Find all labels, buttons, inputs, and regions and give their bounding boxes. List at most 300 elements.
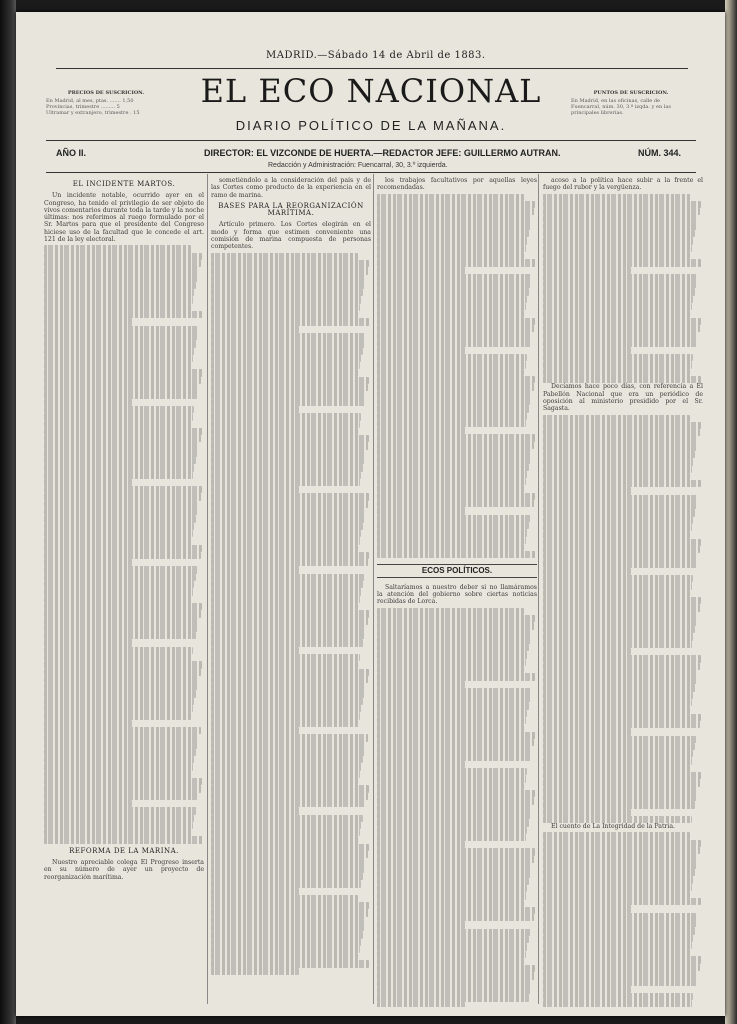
- text-line: [543, 663, 700, 670]
- text-line: [211, 946, 360, 953]
- text-line: [377, 608, 524, 615]
- text-line: [377, 848, 535, 855]
- dateline: MADRID.—Sábado 14 de Abril de 1883.: [266, 50, 486, 61]
- text-line: [543, 884, 692, 891]
- text-line: [211, 785, 369, 792]
- text-line: [543, 869, 695, 876]
- text-line: [44, 318, 132, 325]
- text-line: [543, 539, 701, 546]
- text-line: [543, 956, 701, 963]
- text-line: [44, 763, 193, 770]
- text-line: [44, 676, 199, 683]
- text-line: [211, 479, 360, 486]
- text-line: [44, 340, 196, 347]
- text-line: [377, 485, 524, 492]
- text-line: [44, 647, 193, 654]
- text-line: [377, 936, 529, 943]
- text-line: [543, 626, 695, 633]
- text-line: [211, 924, 365, 931]
- text-line: [44, 311, 202, 318]
- text-line: [377, 987, 531, 994]
- text-line: [543, 655, 701, 662]
- text-line: [377, 797, 534, 804]
- text-line: [543, 949, 690, 956]
- text-line: [377, 878, 529, 885]
- text-line: [543, 354, 693, 361]
- text-line: [44, 523, 194, 530]
- text-line: [44, 464, 194, 471]
- text-line: [377, 615, 535, 622]
- text-line: [44, 282, 196, 289]
- text-line: [543, 816, 692, 823]
- text-line: [543, 876, 693, 883]
- text-line: [44, 727, 201, 734]
- text-line: [211, 391, 366, 398]
- text-line: [211, 647, 299, 654]
- text-line: [377, 413, 527, 420]
- text-line: [44, 391, 198, 398]
- text-line: [377, 507, 465, 514]
- text-line: [44, 479, 132, 486]
- text-line: [377, 332, 532, 339]
- text-line: [211, 844, 369, 851]
- text-line: [44, 515, 196, 522]
- text-line: [211, 676, 368, 683]
- text-line: [211, 260, 369, 267]
- text-line: [377, 464, 529, 471]
- text-line: [211, 712, 360, 719]
- text-line: [543, 809, 631, 816]
- text-line: [543, 303, 692, 310]
- text-line: [543, 502, 697, 509]
- text-line: [211, 304, 360, 311]
- article-body-text: [543, 415, 703, 824]
- text-line: [211, 428, 358, 435]
- text-line: [211, 348, 363, 355]
- text-line: [543, 787, 698, 794]
- text-line: [377, 841, 465, 848]
- text-line: [211, 340, 365, 347]
- text-line: [377, 695, 531, 702]
- text-line: [377, 783, 524, 790]
- text-line: [44, 355, 193, 362]
- text-line: [211, 501, 368, 508]
- text-line: [211, 858, 366, 865]
- text-line: [543, 553, 698, 560]
- text-line: [377, 972, 534, 979]
- director-line: DIRECTOR: EL VIZCONDE DE HUERTA.—REDACTOR JEFE: GUILLERMO AUTRAN.: [204, 148, 561, 158]
- text-line: [543, 575, 693, 582]
- text-line: [44, 720, 132, 727]
- text-line: [543, 670, 698, 677]
- article-paragraph: Artículo primero. Los Cortes elegirán en el modo y forma que estimen conveniente una comisión de marina compuesta de personas competentes.: [211, 221, 371, 251]
- text-line: [44, 734, 199, 741]
- text-line: [543, 721, 700, 728]
- text-line: [44, 574, 196, 581]
- text-line: [44, 669, 201, 676]
- text-line: [543, 794, 697, 801]
- text-line: [543, 223, 697, 230]
- text-line: [377, 1002, 465, 1007]
- text-line: [211, 523, 363, 530]
- text-line: [543, 677, 697, 684]
- text-line: [543, 436, 698, 443]
- text-line: [377, 325, 534, 332]
- text-line: [377, 768, 527, 775]
- text-line: [377, 951, 526, 958]
- text-line: [377, 537, 526, 544]
- text-line: [44, 822, 193, 829]
- text-line: [211, 639, 363, 646]
- text-line: [44, 384, 199, 391]
- text-line: [377, 274, 532, 281]
- text-line: [377, 310, 524, 317]
- column-rule: [538, 174, 539, 1004]
- text-line: [377, 223, 531, 230]
- article-paragraph: sometiéndolo a la consideración del país y de las Cortes como producto de la experiencia en el ramo de marina.: [211, 177, 371, 199]
- text-line: [211, 435, 369, 442]
- text-line: [377, 819, 529, 826]
- text-line: [543, 964, 700, 971]
- text-line: [211, 581, 363, 588]
- text-line: [211, 457, 365, 464]
- text-line: [211, 318, 369, 325]
- text-line: [543, 847, 700, 854]
- text-line: [211, 902, 369, 909]
- text-line: [377, 622, 534, 629]
- text-line: [211, 267, 368, 274]
- text-line: [211, 727, 299, 734]
- text-line: [44, 815, 194, 822]
- text-line: [377, 790, 535, 797]
- text-line: [543, 699, 692, 706]
- article-paragraph: los trabajos facultativos por aquellas leyes recomendadas.: [377, 177, 537, 192]
- text-line: [543, 840, 701, 847]
- text-line: [543, 913, 698, 920]
- text-line: [211, 311, 358, 318]
- text-line: [211, 442, 368, 449]
- text-line: [211, 632, 365, 639]
- text-line: [44, 596, 191, 603]
- column-4: [543, 177, 703, 1007]
- text-line: [211, 939, 361, 946]
- text-line: [543, 259, 701, 266]
- text-line: [543, 743, 695, 750]
- text-line: [543, 898, 701, 905]
- text-line: [211, 771, 360, 778]
- text-line: [543, 582, 692, 589]
- text-line: [377, 775, 526, 782]
- text-line: [44, 493, 201, 500]
- text-line: [377, 812, 531, 819]
- text-line: [543, 267, 631, 274]
- text-line: [377, 361, 526, 368]
- text-line: [377, 449, 532, 456]
- text-line: [211, 931, 363, 938]
- text-line: [377, 391, 532, 398]
- text-line: [44, 348, 194, 355]
- text-line: [377, 215, 532, 222]
- text-line: [377, 252, 524, 259]
- text-line: [44, 457, 196, 464]
- text-line: [211, 596, 360, 603]
- text-line: [543, 237, 693, 244]
- text-line: [543, 473, 690, 480]
- text-line: [44, 705, 193, 712]
- text-line: [211, 880, 361, 887]
- text-line: [377, 754, 531, 761]
- text-line: [211, 866, 365, 873]
- text-line: [543, 590, 690, 597]
- text-line: [44, 566, 198, 573]
- text-line: [377, 267, 465, 274]
- text-line: [211, 253, 358, 260]
- text-line: [377, 805, 532, 812]
- text-line: [211, 909, 368, 916]
- text-line: [543, 466, 692, 473]
- text-line: [377, 259, 535, 266]
- text-line: [543, 568, 631, 575]
- section-heading: ECOS POLÍTICOS.: [377, 564, 537, 577]
- text-line: [543, 935, 693, 942]
- text-line: [377, 471, 527, 478]
- text-line: [543, 891, 690, 898]
- text-line: [44, 603, 202, 610]
- text-line: [44, 442, 199, 449]
- text-line: [44, 545, 202, 552]
- text-line: [377, 710, 527, 717]
- text-line: [377, 354, 527, 361]
- text-line: [44, 253, 202, 260]
- text-line: [44, 289, 194, 296]
- text-line: [543, 560, 697, 567]
- text-line: [377, 369, 524, 376]
- text-line: [543, 245, 692, 252]
- text-line: [377, 921, 465, 928]
- header-bottom-rule: [46, 172, 696, 173]
- text-line: [211, 669, 369, 676]
- price-line: Fuencarral, núm. 30, 3.º izqda. y en las: [571, 104, 671, 110]
- text-line: [44, 377, 201, 384]
- text-line: [543, 993, 693, 1000]
- text-line: [44, 537, 191, 544]
- column-3: [377, 177, 537, 1007]
- text-line: [211, 654, 360, 661]
- text-line: [211, 603, 358, 610]
- text-line: [44, 326, 199, 333]
- text-line: [543, 546, 700, 553]
- text-line: [377, 761, 465, 768]
- text-line: [377, 347, 465, 354]
- text-line: [377, 885, 527, 892]
- text-line: [543, 736, 697, 743]
- text-line: [44, 260, 201, 267]
- text-line: [543, 750, 693, 757]
- text-line: [543, 619, 697, 626]
- text-line: [44, 618, 199, 625]
- text-line: [211, 515, 365, 522]
- text-line: [211, 282, 365, 289]
- text-line: [211, 749, 365, 756]
- text-line: [211, 377, 369, 384]
- text-line: [543, 612, 698, 619]
- price-box-left: [46, 90, 166, 116]
- article-heading: REFORMA DE LA MARINA.: [69, 846, 179, 855]
- text-line: [44, 807, 196, 814]
- article-body-text: [211, 253, 371, 975]
- text-line: [211, 851, 368, 858]
- text-line: [44, 508, 198, 515]
- text-line: [211, 588, 361, 595]
- text-line: [211, 384, 368, 391]
- price-box-left-title: PRECIOS DE SUSCRICION.: [67, 90, 145, 96]
- text-line: [377, 303, 526, 310]
- text-line: [543, 927, 695, 934]
- text-line: [44, 610, 201, 617]
- article-paragraph: Un incidente notable, ocurrido ayer en el Congreso, ha tenido el privilegio de ser objeto de vivos comentarios durante toda la tarde y la noche últimas: nos referimos al ruego formulado por el Sr. Martos para que el presidente del Congreso hiciese uso de la facultad que le concede el art. 121 de la ley electoral.: [44, 192, 204, 244]
- text-line: [543, 779, 700, 786]
- text-line: [377, 398, 531, 405]
- text-line: [543, 274, 698, 281]
- text-line: [543, 801, 695, 808]
- text-line: [543, 832, 690, 839]
- text-line: [211, 742, 366, 749]
- text-line: [543, 517, 693, 524]
- text-line: [377, 746, 532, 753]
- text-line: [377, 732, 535, 739]
- text-line: [44, 793, 199, 800]
- text-line: [377, 340, 531, 347]
- text-line: [377, 637, 531, 644]
- text-line: [543, 458, 693, 465]
- text-line: [543, 310, 690, 317]
- text-line: [543, 978, 697, 985]
- text-line: [211, 618, 368, 625]
- text-line: [211, 333, 366, 340]
- text-line: [377, 870, 531, 877]
- text-line: [543, 986, 631, 993]
- text-line: [543, 415, 690, 422]
- text-line: [211, 464, 363, 471]
- newspaper-page: [16, 12, 725, 1016]
- article-body-text: [377, 194, 537, 559]
- text-line: [377, 856, 534, 863]
- text-line: [543, 920, 697, 927]
- text-line: [211, 734, 368, 741]
- text-line: [377, 980, 532, 987]
- text-line: [377, 405, 529, 412]
- text-line: [543, 252, 690, 259]
- text-line: [377, 456, 531, 463]
- article-paragraph: acoso a la política hace subir a la frente el fuego del rubor y la vergüenza.: [543, 177, 703, 192]
- text-line: [377, 644, 529, 651]
- text-line: [543, 325, 700, 332]
- text-line: [377, 688, 532, 695]
- text-line: [211, 698, 363, 705]
- text-line: [211, 661, 358, 668]
- text-line: [377, 892, 526, 899]
- article-body-text: [44, 245, 204, 843]
- text-line: [44, 800, 132, 807]
- text-line: [543, 495, 698, 502]
- text-line: [211, 610, 369, 617]
- text-line: [543, 480, 701, 487]
- text-line: [211, 486, 299, 493]
- text-line: [377, 994, 529, 1001]
- redaccion-address: Redacción y Administración: Fuencarral, 30, 3.º izquierda.: [268, 162, 448, 169]
- text-line: [543, 369, 690, 376]
- text-line: [211, 559, 368, 566]
- text-line: [211, 895, 358, 902]
- text-line: [211, 953, 358, 960]
- text-line: [44, 450, 198, 457]
- column-2: [211, 177, 371, 1007]
- text-line: [44, 275, 198, 282]
- text-line: [211, 289, 363, 296]
- text-line: [211, 472, 361, 479]
- text-line: [44, 829, 191, 836]
- text-line: [211, 683, 366, 690]
- text-line: [44, 421, 191, 428]
- text-line: [211, 815, 363, 822]
- column-rule: [207, 174, 208, 1004]
- text-line: [377, 245, 526, 252]
- price-box-right: [571, 90, 691, 116]
- text-line: [543, 765, 690, 772]
- text-line: [377, 529, 527, 536]
- price-line: principales librerías.: [571, 110, 624, 116]
- text-line: [44, 501, 199, 508]
- text-line: [543, 361, 692, 368]
- text-line: [543, 296, 693, 303]
- text-line: [211, 756, 363, 763]
- text-line: [377, 900, 524, 907]
- issue-number: NÚM. 344.: [638, 148, 682, 158]
- text-line: [44, 712, 191, 719]
- text-line: [543, 648, 631, 655]
- article-paragraph: Nuestro apreciable colega El Progreso inserta en su número de ayer un proyecto de reorganización marítima.: [44, 859, 204, 881]
- text-line: [211, 326, 299, 333]
- text-line: [543, 340, 697, 347]
- text-line: [377, 929, 531, 936]
- text-line: [377, 551, 535, 558]
- text-line: [543, 288, 695, 295]
- text-line: [44, 435, 201, 442]
- text-line: [543, 531, 690, 538]
- text-line: [44, 639, 132, 646]
- text-line: [377, 427, 465, 434]
- text-line: [44, 267, 199, 274]
- text-line: [377, 201, 535, 208]
- text-line: [211, 493, 369, 500]
- article-body-text: [543, 832, 703, 1007]
- text-line: [44, 749, 196, 756]
- text-line: [211, 807, 299, 814]
- text-line: [44, 698, 194, 705]
- text-line: [211, 574, 365, 581]
- text-line: [44, 552, 201, 559]
- text-line: [211, 968, 299, 975]
- text-line: [543, 208, 700, 215]
- text-line: [543, 692, 693, 699]
- text-line: [377, 208, 534, 215]
- price-box-right-title: PUNTOS DE SUSCRICION.: [593, 90, 669, 96]
- text-line: [377, 288, 529, 295]
- text-line: [377, 965, 535, 972]
- text-line: [377, 194, 524, 201]
- text-line: [543, 451, 695, 458]
- price-line: En Madrid, en las oficinas, calle de: [571, 98, 661, 104]
